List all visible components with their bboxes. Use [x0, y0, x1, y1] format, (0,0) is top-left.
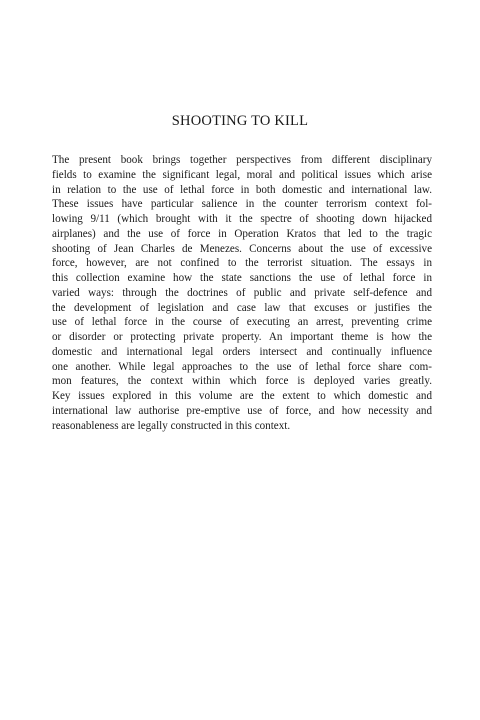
blurb-line: shooting of Jean Charles de Menezes. Concerns about the use of excessive	[52, 242, 432, 255]
blurb-line: lowing 9/11 (which brought with it the spectre of shooting down hijacked	[52, 213, 432, 225]
blurb-line: varied ways: through the doctrines of public and private self-defence and	[52, 286, 432, 299]
blurb-line: force, however, are not confined to the terrorist situation. The essays in	[52, 257, 432, 270]
blurb-line: domestic and international legal orders intersect and continually influence	[52, 345, 432, 358]
blurb-line: or disorder or protecting private property. An important theme is how the	[52, 331, 432, 343]
blurb-line: use of lethal force in the course of executing an arrest, preventing crime	[52, 316, 432, 329]
blurb-line: airplanes) and the use of force in Operation Kratos that led to the tragic	[52, 227, 432, 240]
blurb-line: international law authorise pre-emptive use of force, and how necessity and	[52, 404, 432, 417]
blurb-text	[52, 153, 432, 433]
blurb-line: the development of legislation and case law that excuses or justifies the	[52, 301, 432, 314]
blurb-line: mon features, the context within which force is deployed varies greatly.	[52, 375, 432, 388]
blurb-line: in relation to the use of lethal force in both domestic and international law.	[52, 183, 432, 196]
blurb-line: one another. While legal approaches to the use of lethal force share com-	[52, 360, 432, 373]
blurb-line: reasonableness are legally constructed in this context.	[52, 419, 291, 432]
blurb-line: fields to examine the significant legal, moral and political issues which arise	[52, 168, 432, 181]
blurb-line: Key issues explored in this volume are the extent to which domestic and	[52, 390, 432, 402]
blurb-line: These issues have particular salience in the counter terrorism context fol-	[52, 198, 432, 211]
blurb-line: this collection examine how the state sanctions the use of lethal force in	[52, 272, 432, 284]
book-title: SHOOTING TO KILL	[171, 113, 309, 129]
blurb-line: The present book brings together perspectives from different disciplinary	[52, 154, 432, 166]
